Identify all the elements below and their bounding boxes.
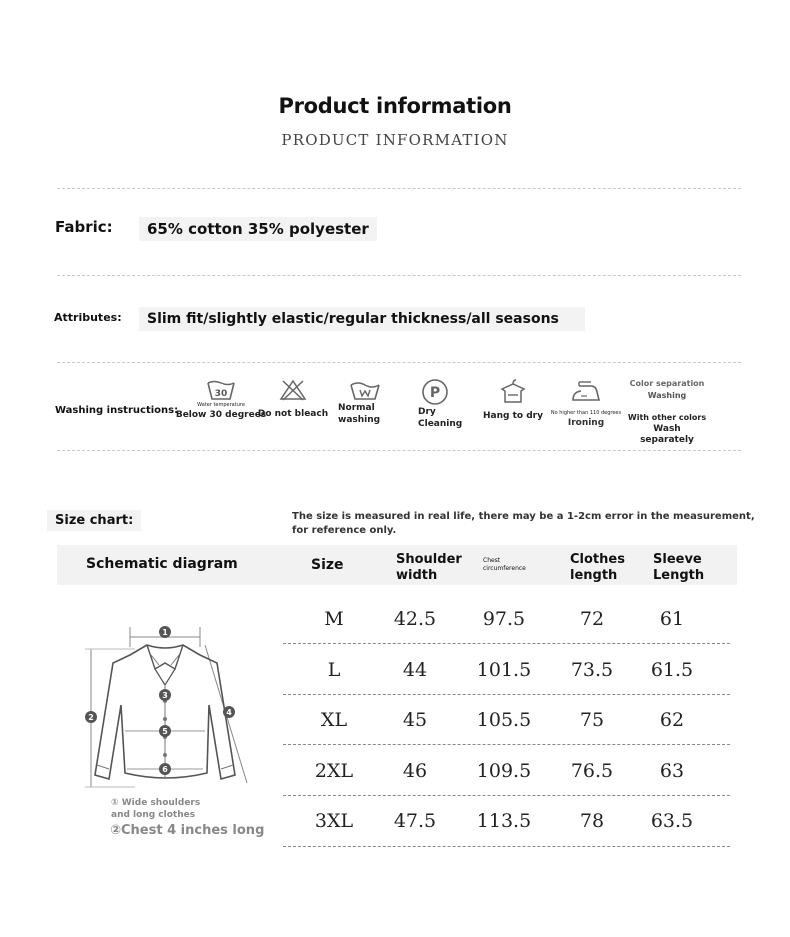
- attributes-label: Attributes:: [54, 311, 122, 324]
- cell-shoulder: 46: [402, 760, 428, 782]
- row-divider: [283, 694, 730, 695]
- header-size: Size: [311, 557, 344, 573]
- cell-size: M: [324, 608, 344, 630]
- dry-clean-text: Dry Cleaning: [418, 407, 463, 429]
- row-divider: [283, 846, 730, 847]
- normal-wash-item: [338, 378, 388, 426]
- svg-text:4: 4: [226, 708, 232, 717]
- cell-length: 76.5: [570, 760, 614, 782]
- wash-30-text: Below 30 degrees: [175, 410, 267, 420]
- header-shoulder: Shoulder width: [396, 552, 462, 583]
- cell-chest: 101.5: [476, 659, 532, 681]
- attributes-value: Slim fit/slightly elastic/regular thickness/all seasons: [139, 307, 585, 331]
- no-bleach-item: [255, 378, 331, 420]
- cell-length: 78: [579, 810, 605, 832]
- cell-sleeve: 61.5: [650, 659, 694, 681]
- cell-sleeve: 62: [659, 709, 685, 731]
- marker-3: [159, 689, 171, 701]
- color-separation-text2: separately: [640, 435, 694, 445]
- dry-clean-glyph: P: [429, 385, 441, 401]
- color-separation-item: [618, 378, 716, 446]
- cell-chest: 109.5: [476, 760, 532, 782]
- iron-text: Ironing: [567, 418, 605, 428]
- iron-item: [548, 378, 624, 429]
- header-diagram: Schematic diagram: [86, 556, 238, 572]
- color-separation-top1: Color separation: [629, 379, 705, 388]
- cell-sleeve: 63.5: [650, 810, 694, 832]
- header-length: Clothes length: [570, 552, 625, 583]
- cell-length: 72: [579, 608, 605, 630]
- normal-wash-icon: [348, 378, 382, 402]
- cell-sleeve: 63: [659, 760, 685, 782]
- diagram-note-2: and long clothes: [111, 810, 196, 820]
- hang-dry-text: Hang to dry: [483, 411, 543, 421]
- cell-chest: 113.5: [476, 810, 532, 832]
- marker-1: [159, 626, 171, 638]
- cell-chest: 105.5: [476, 709, 532, 731]
- cell-size: L: [327, 659, 341, 681]
- wash-temp-number: 30: [214, 389, 228, 399]
- iron-icon: [569, 378, 603, 404]
- marker-4: [223, 706, 235, 718]
- page-subtitle: PRODUCT INFORMATION: [281, 131, 509, 149]
- diagram-note-1: ① Wide shoulders: [111, 798, 201, 808]
- svg-text:5: 5: [162, 727, 168, 736]
- shirt-schematic: [75, 615, 255, 795]
- svg-text:1: 1: [162, 628, 168, 637]
- marker-6: [159, 763, 171, 775]
- washing-label: Washing instructions:: [55, 405, 179, 416]
- no-bleach-icon: [278, 378, 308, 402]
- size-chart-note: The size is measured in real life, there may be a 1-2cm error in the measurement, for reference only.: [292, 511, 755, 536]
- page-title: Product information: [278, 94, 512, 118]
- cell-length: 73.5: [570, 659, 614, 681]
- divider: [57, 362, 741, 363]
- cell-length: 75: [579, 709, 605, 731]
- hang-dry-item: [480, 378, 546, 422]
- cell-size: 2XL: [314, 760, 354, 782]
- svg-text:3: 3: [162, 691, 168, 700]
- divider: [57, 275, 741, 276]
- wash-30-icon: [205, 378, 237, 402]
- divider: [57, 450, 741, 451]
- cell-size: 3XL: [314, 810, 354, 832]
- color-separation-mid: With other colors: [627, 413, 707, 422]
- hang-dry-icon: [498, 378, 528, 404]
- svg-text:6: 6: [162, 765, 168, 774]
- color-separation-text1: Wash: [653, 424, 681, 434]
- wash-30-small: Water temperature: [197, 402, 245, 408]
- row-divider: [283, 744, 730, 745]
- diagram-note-3: ②Chest 4 inches long: [110, 823, 265, 838]
- cell-shoulder: 44: [402, 659, 428, 681]
- header-chest: Chest circumference: [483, 557, 526, 572]
- cell-shoulder: 47.5: [393, 810, 437, 832]
- iron-small: No higher than 110 degrees: [550, 410, 622, 416]
- size-chart-label: Size chart:: [47, 510, 141, 531]
- row-divider: [283, 795, 730, 796]
- marker-5: [159, 725, 171, 737]
- cell-sleeve: 61: [659, 608, 685, 630]
- dry-clean-icon: [420, 378, 450, 406]
- cell-size: XL: [320, 709, 348, 731]
- cell-chest: 97.5: [482, 608, 526, 630]
- divider: [57, 188, 741, 189]
- marker-2: [85, 711, 97, 723]
- svg-text:2: 2: [88, 713, 94, 722]
- header-sleeve: Sleeve Length: [653, 552, 705, 583]
- fabric-label: Fabric:: [55, 218, 113, 236]
- no-bleach-text: Do not bleach: [257, 409, 329, 419]
- row-divider: [283, 643, 730, 644]
- color-separation-top2: Washing: [647, 391, 687, 400]
- cell-shoulder: 45: [402, 709, 428, 731]
- cell-shoulder: 42.5: [393, 608, 437, 630]
- normal-wash-text: Normal washing: [338, 403, 381, 425]
- dry-clean-item: [418, 378, 464, 430]
- fabric-value: 65% cotton 35% polyester: [139, 217, 377, 241]
